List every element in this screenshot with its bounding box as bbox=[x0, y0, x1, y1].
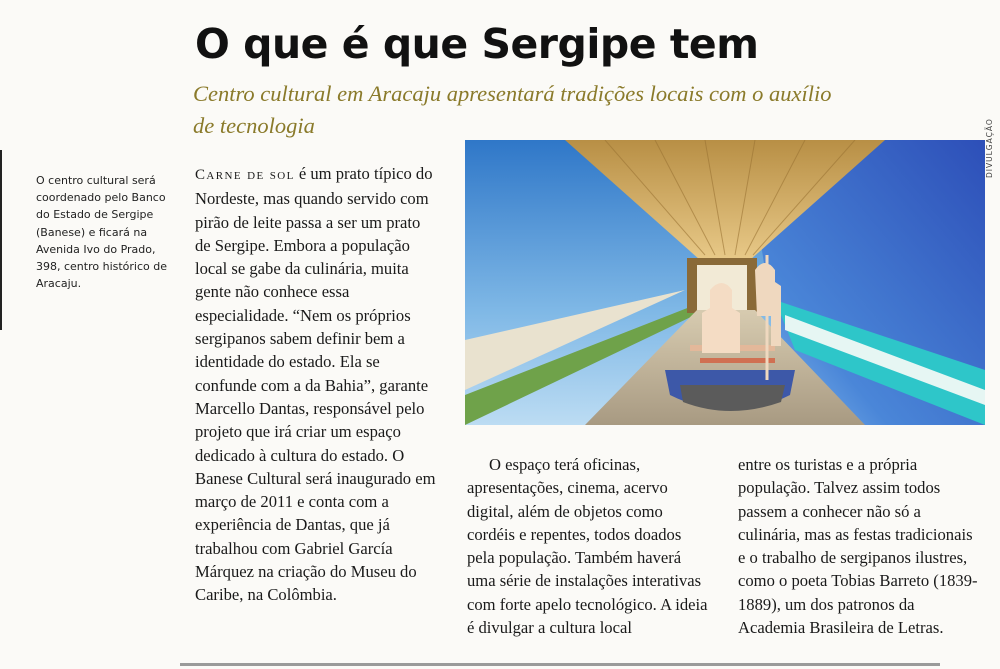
article-title: O que é que Sergipe tem bbox=[195, 20, 759, 68]
photo-credit: DIVULGAÇÃO bbox=[985, 118, 994, 178]
cultural-center-rendering bbox=[465, 140, 985, 425]
bottom-rule bbox=[180, 663, 940, 666]
sidebar-caption: O centro cultural será coordenado pelo Banco do Estado de Sergipe (Banese) e ficará na Avenida Ivo do Prado, 398, centro histórico de Aracaju. bbox=[36, 174, 168, 291]
column-3-text: entre os turistas e a própria população. Talvez assim todos passem a conhecer não só a culinária, mas as festas tradicionais e o trabalho de sergipanos ilustres, como o poeta Tobias Barreto (1839-1889), um dos patronos da Academia Brasileira de Letras. bbox=[738, 455, 978, 638]
body-column-2 bbox=[467, 453, 712, 639]
body-column-1 bbox=[195, 162, 440, 607]
column-2-text: O espaço terá oficinas, apresentações, cinema, acervo digital, além de objetos como cordéis e repentes, todos doados pela população. Também haverá uma série de instalações interativas com forte apelo tecnológico. A ideia é divulgar a cultura local bbox=[467, 455, 708, 638]
article-subtitle: Centro cultural em Aracaju apresentará tradições locais com o auxílio de tecnologia bbox=[193, 81, 832, 138]
article-photo bbox=[465, 140, 985, 425]
column-1-text: é um prato típico do Nordeste, mas quando servido com pirão de leite passa a ser um prato de Sergipe. Embora a população local se gabe da culinária, muita gente não conhece essa especialidade. “Nem os próprios sergipanos sabem definir bem a identidade do estado. Ela se confunde com a da Bahia”, garante Marcello Dantas, responsável pelo projeto que irá criar um espaço dedicado à cultura do estado. O Banese Cultural será inaugurado em março de 2011 e conta com a experiência de Dantas, que já trabalhou com Gabriel García Márquez na criação do Museu do Caribe, na Colômbia. bbox=[195, 164, 436, 605]
sidebar-rule bbox=[0, 150, 2, 330]
lede-text: Carne de sol bbox=[195, 167, 295, 183]
body-column-3 bbox=[738, 453, 983, 639]
